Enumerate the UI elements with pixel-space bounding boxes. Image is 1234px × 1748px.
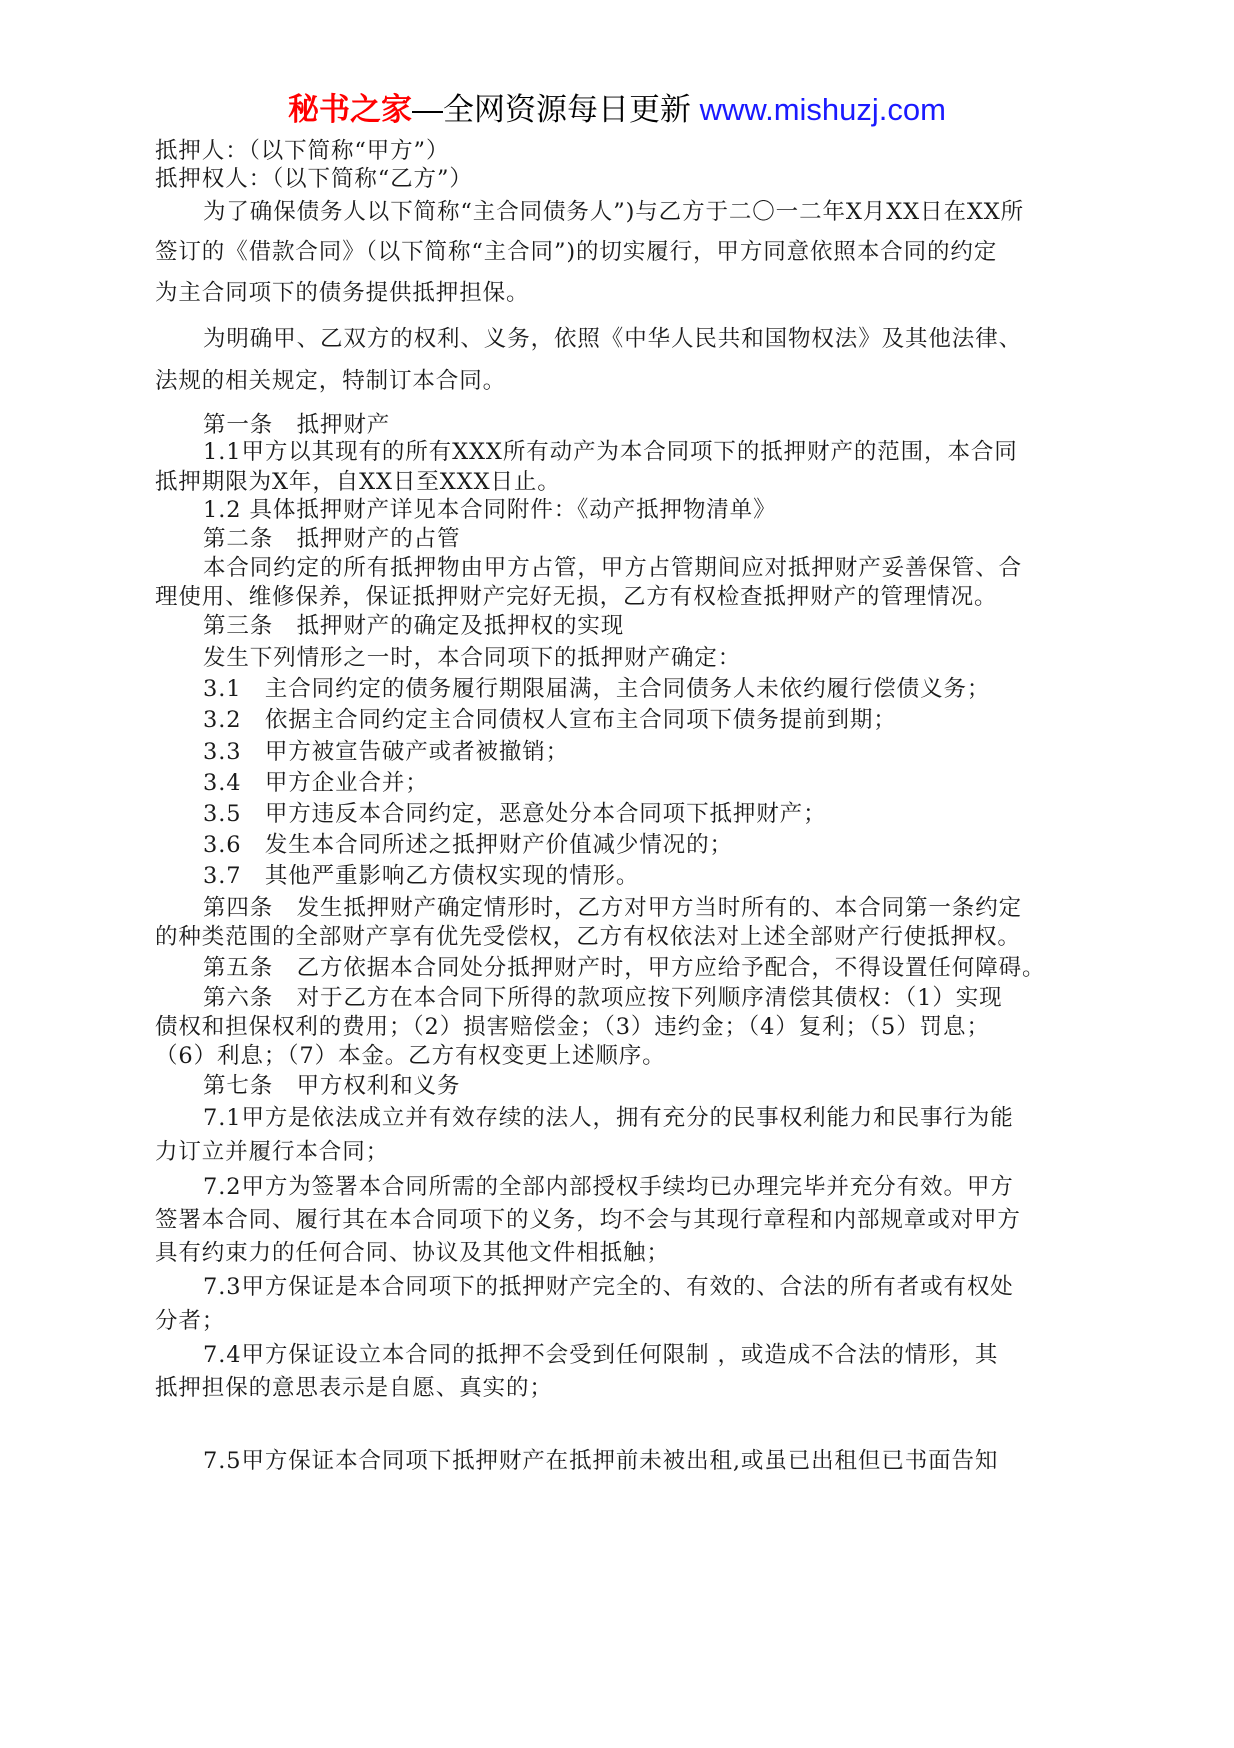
article-4-line: 的种类范围的全部财产享有优先受偿权，乙方有权依法对上述全部财产行使抵押权。 xyxy=(155,924,1021,950)
article-3-title: 第三条 抵押财产的确定及抵押权的实现 xyxy=(203,613,625,639)
article-3-item: 3.1 主合同约定的债务履行期限届满，主合同债务人未依约履行偿债义务； xyxy=(203,676,991,702)
article-6-line: 第六条 对于乙方在本合同下所得的款项应按下列顺序清偿其债权：（1）实现 xyxy=(203,985,1003,1011)
preamble-line: 法规的相关规定，特制订本合同。 xyxy=(155,368,507,394)
mortgagor-line: 抵押人：（以下简称“甲方”） xyxy=(155,138,450,164)
article-7-title: 第七条 甲方权利和义务 xyxy=(203,1073,461,1099)
article-7-line: 7.1甲方是依法成立并有效存续的法人，拥有充分的民事权利能力和民事行为能 xyxy=(203,1105,1014,1131)
article-7-line: 7.3甲方保证是本合同项下的抵押财产完全的、有效的、合法的所有者或有权处 xyxy=(203,1274,1014,1300)
article-2-line: 理使用、维修保养，保证抵押财产完好无损，乙方有权检查抵押财产的管理情况。 xyxy=(155,584,998,610)
article-6-line: 债权和担保权利的费用；（2）损害赔偿金；（3）违约金；（4）复利；（5）罚息； xyxy=(155,1014,990,1040)
article-7-line: 抵押担保的意思表示是自愿、真实的； xyxy=(155,1375,553,1401)
preamble-line: 为了确保债务人以下简称“主合同债务人”)与乙方于二〇一二年X月XX日在XX所 xyxy=(203,199,1025,225)
article-1-line: 1.2 具体抵押财产详见本合同附件：《动产抵押物清单》 xyxy=(203,497,777,523)
preamble-line: 为主合同项下的债务提供抵押担保。 xyxy=(155,280,530,306)
article-1-title: 第一条 抵押财产 xyxy=(203,412,391,438)
article-6-line: （6）利息；（7）本金。乙方有权变更上述顺序。 xyxy=(155,1043,666,1069)
article-3-intro: 发生下列情形之一时，本合同项下的抵押财产确定： xyxy=(203,645,742,671)
site-url-link[interactable]: www.mishuzj.com xyxy=(699,92,946,127)
preamble-line: 为明确甲、乙双方的权利、义务，依照《中华人民共和国物权法》及其他法律、 xyxy=(203,326,1023,352)
mortgagee-line: 抵押权人：（以下简称“乙方”） xyxy=(155,166,473,192)
article-3-item: 3.6 发生本合同所述之抵押财产价值减少情况的； xyxy=(203,832,733,858)
article-5-line: 第五条 乙方依据本合同处分抵押财产时，甲方应给予配合，不得设置任何障碍。 xyxy=(203,955,1046,981)
article-4-line: 第四条 发生抵押财产确定情形时，乙方对甲方当时所有的、本合同第一条约定 xyxy=(203,895,1023,921)
article-3-item: 3.2 依据主合同约定主合同债权人宣布主合同项下债务提前到期； xyxy=(203,707,897,733)
article-7-line: 分者； xyxy=(155,1308,226,1334)
article-7-line: 具有约束力的任何合同、协议及其他文件相抵触； xyxy=(155,1240,670,1266)
article-3-item: 3.5 甲方违反本合同约定，恶意处分本合同项下抵押财产； xyxy=(203,801,827,827)
article-1-line: 抵押期限为X年，自XX日至XXX日止。 xyxy=(155,469,561,495)
article-7-line: 7.2甲方为签署本合同所需的全部内部授权手续均已办理完毕并充分有效。甲方 xyxy=(203,1174,1014,1200)
article-2-line: 本合同约定的所有抵押物由甲方占管，甲方占管期间应对抵押财产妥善保管、合 xyxy=(203,555,1023,581)
site-header xyxy=(0,88,1234,132)
article-1-line: 1.1甲方以其现有的所有XXX所有动产为本合同项下的抵押财产的范围，本合同 xyxy=(203,439,1018,465)
article-3-item: 3.3 甲方被宣告破产或者被撤销； xyxy=(203,739,570,765)
article-3-item: 3.7 其他严重影响乙方债权实现的情形。 xyxy=(203,863,640,889)
article-7-line: 7.5甲方保证本合同项下抵押财产在抵押前未被出租,或虽已出租但已书面告知 xyxy=(203,1448,999,1474)
site-slogan: —全网资源每日更新 xyxy=(412,92,692,127)
preamble-line: 签订的《借款合同》（以下简称“主合同”)的切实履行，甲方同意依照本合同的约定 xyxy=(155,239,998,265)
site-brand: 秘书之家 xyxy=(288,92,413,127)
article-7-line: 签署本合同、履行其在本合同项下的义务，均不会与其现行章程和内部规章或对甲方 xyxy=(155,1207,1021,1233)
article-3-item: 3.4 甲方企业合并； xyxy=(203,770,429,796)
article-7-line: 7.4甲方保证设立本合同的抵押不会受到任何限制 ，或造成不合法的情形，其 xyxy=(203,1342,999,1368)
article-7-line: 力订立并履行本合同； xyxy=(155,1139,390,1165)
article-2-title: 第二条 抵押财产的占管 xyxy=(203,526,461,552)
